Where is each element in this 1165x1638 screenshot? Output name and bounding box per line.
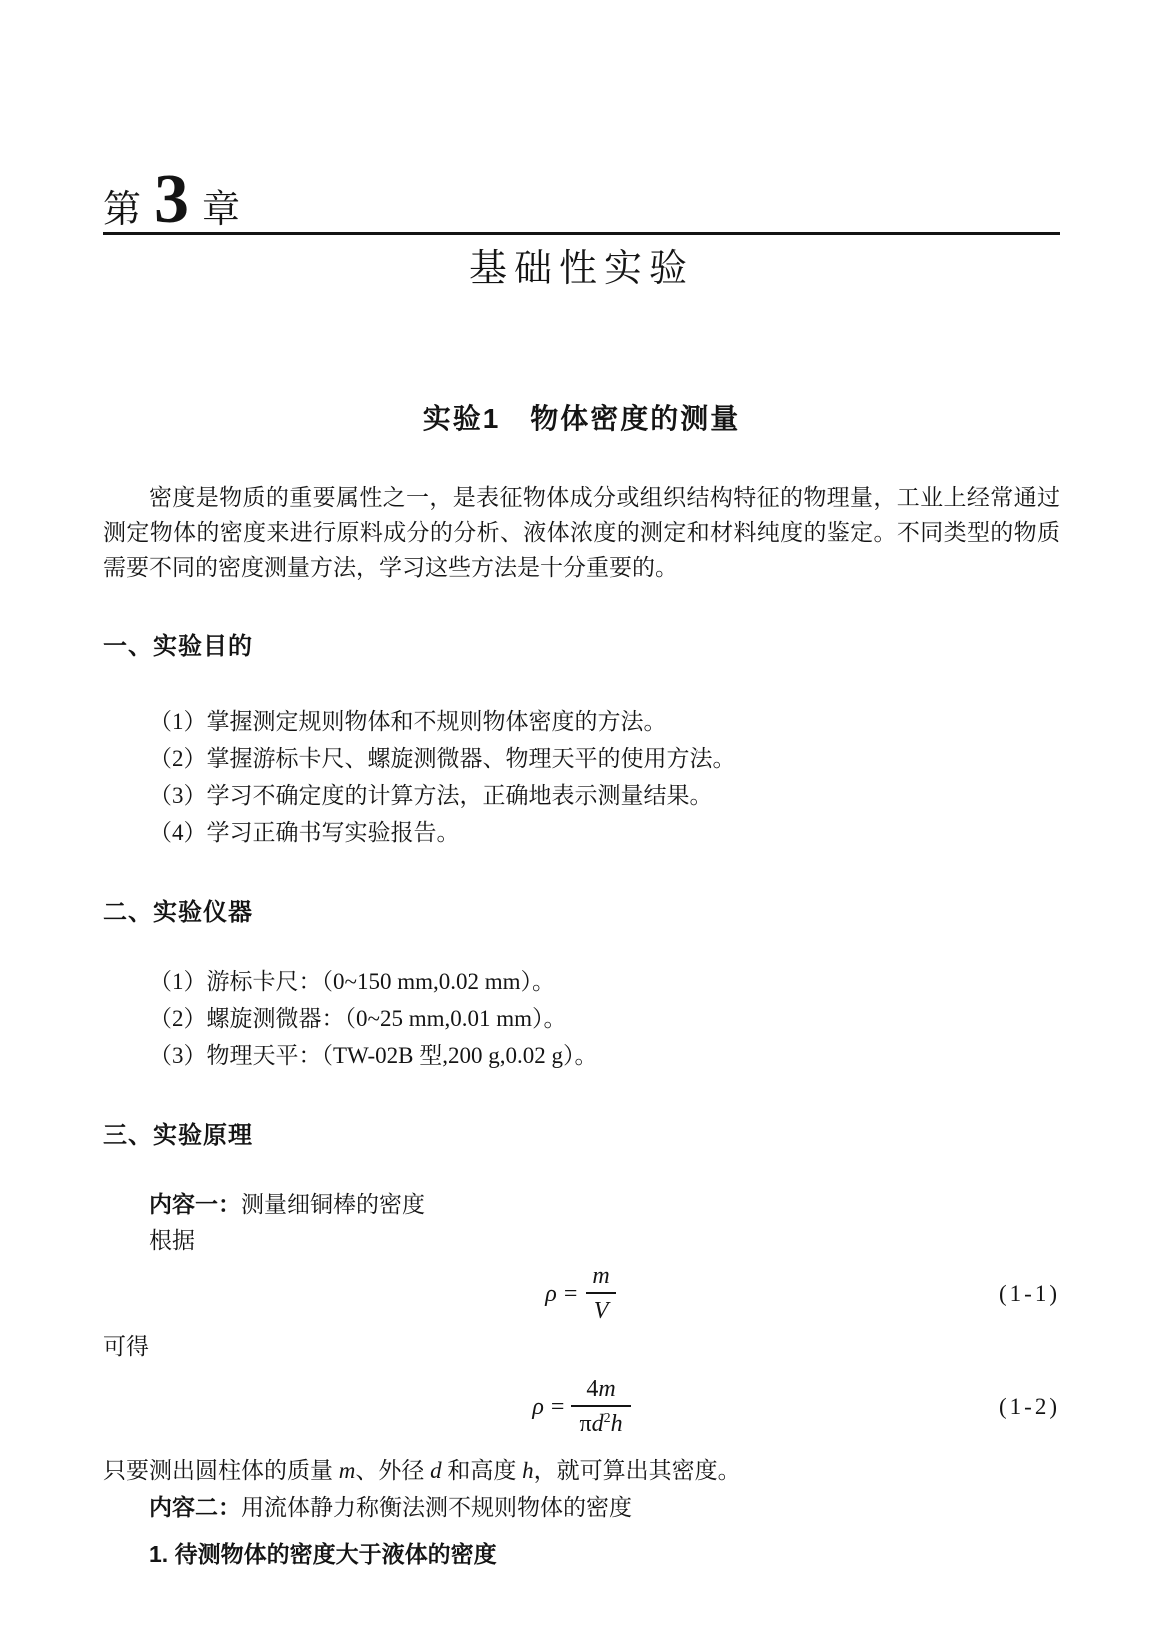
eq1-numerator: m	[592, 1262, 610, 1289]
section-heading-purpose: 一、实验目的	[103, 633, 253, 660]
principle-content1-line	[103, 1186, 1060, 1223]
content2-text: 用流体静力称衡法测不规则物体的密度	[241, 1495, 632, 1520]
section-heading-principle: 三、实验原理	[103, 1122, 253, 1149]
variable-h: h	[522, 1458, 534, 1483]
eq2-den-pi: π	[579, 1410, 592, 1437]
eq2-num-variable: m	[598, 1375, 616, 1402]
content2-label: 内容二：	[149, 1494, 241, 1520]
chapter-header	[103, 161, 1060, 290]
eq1-fraction	[584, 1264, 617, 1324]
then-line: 可得	[103, 1334, 149, 1359]
eq2-den-variable-h: h	[610, 1410, 623, 1437]
purpose-item: （3）学习不确定度的计算方法，正确地表示测量结果。	[149, 783, 713, 808]
eq2-den-variable-d: d	[591, 1410, 604, 1437]
chapter-number: 3	[154, 161, 190, 238]
eq2-fraction	[571, 1377, 630, 1437]
subheading-case1: 1. 待测物体的密度大于液体的密度	[149, 1541, 497, 1567]
according-to-line: 根据	[149, 1228, 195, 1253]
purpose-item: （4）学习正确书写实验报告。	[149, 820, 460, 845]
purpose-item: （2）掌握游标卡尺、螺旋测微器、物理天平的使用方法。	[149, 746, 736, 771]
variable-m: m	[338, 1458, 356, 1483]
principle-content2-line	[103, 1489, 1060, 1526]
eq2-numerator	[578, 1377, 623, 1405]
chapter-prefix: 第	[103, 189, 142, 231]
eq1-rho-symbol: ρ	[545, 1280, 557, 1307]
conclusion-line	[103, 1453, 1060, 1489]
instruments-list	[103, 963, 1060, 1074]
eq2-equals-sign: =	[550, 1393, 565, 1420]
instrument-item: （1）游标卡尺：（0~150 mm,0.02 mm）。	[149, 969, 556, 994]
equation-2	[103, 1369, 1060, 1445]
intro-paragraph: 密度是物质的重要属性之一，是表征物体成分或组织结构特征的物理量，工业上经常通过测定物体的密度来进行原料成分的分析、液体浓度的测定和材料纯度的鉴定。不同类型的物质需要不同的密度测量方法，学习这些方法是十分重要的。	[103, 485, 1060, 580]
purpose-list	[103, 703, 1060, 851]
conclusion-text: 和高度	[441, 1458, 523, 1483]
instrument-item: （2）螺旋测微器：（0~25 mm,0.01 mm）。	[149, 1006, 567, 1031]
eq2-rho-symbol: ρ	[532, 1393, 544, 1420]
eq2-denominator	[571, 1405, 630, 1437]
eq1-denominator: V	[586, 1292, 617, 1324]
content1-label: 内容一：	[149, 1191, 241, 1217]
chapter-title: 基础性实验	[468, 248, 694, 290]
eq2-num-coefficient: 4	[586, 1375, 599, 1402]
equation-1	[103, 1263, 1060, 1325]
instrument-item: （3）物理天平：（TW-02B 型,200 g,0.02 g）。	[149, 1043, 598, 1068]
conclusion-text: 只要测出圆柱体的质量	[103, 1458, 339, 1483]
eq1-equals-sign: =	[563, 1280, 578, 1307]
content1-text: 测量细铜棒的密度	[241, 1192, 425, 1217]
eq2-den-exponent: 2	[603, 1410, 611, 1426]
conclusion-text: ，就可算出其密度。	[533, 1458, 741, 1483]
purpose-item: （1）掌握测定规则物体和不规则物体密度的方法。	[149, 709, 667, 734]
eq1-number-label: (1-1)	[999, 1281, 1060, 1306]
experiment-title: 实验1 物体密度的测量	[422, 403, 741, 434]
variable-d: d	[430, 1458, 442, 1483]
chapter-suffix: 章	[202, 189, 241, 231]
eq2-number-label: (1-2)	[999, 1394, 1060, 1419]
section-heading-instruments: 二、实验仪器	[103, 899, 253, 926]
chapter-marker	[103, 161, 1060, 238]
conclusion-text: 、外径	[355, 1458, 431, 1483]
